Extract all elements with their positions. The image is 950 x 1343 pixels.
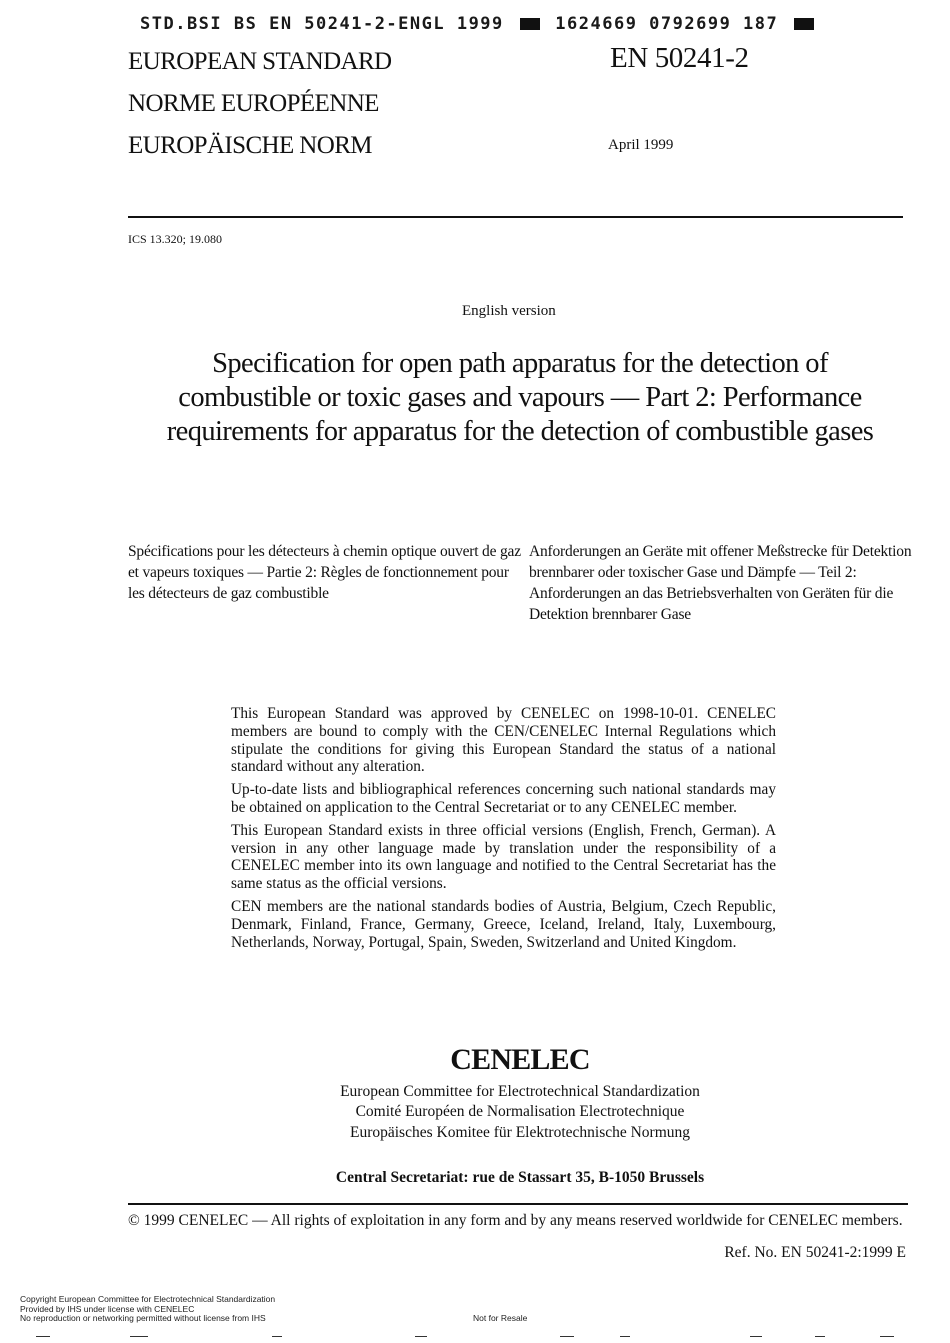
issue-date: April 1999 [608,137,674,153]
license-line: Provided by IHS under license with CENELEC [20,1304,195,1314]
title-german: Anforderungen an Geräte mit offener Meßstrecke für Detektion brennbarer oder toxischer Gase und Dämpfe — Teil 2: Anforderungen an das Betriebsverhalten von Geräten für die Detektion brennbarer Gase [529,543,912,623]
barcode-block-icon [794,18,814,30]
approval-notice [231,705,776,956]
scan-artifact [130,1336,148,1337]
title-french: Spécifications pour les détecteurs à chemin optique ouvert de gaz et vapeurs toxiques — Partie 2: Règles de fonctionnement pour les détecteurs de gaz combustible [128,543,521,602]
organization-name: CENELEC [450,1043,590,1076]
barcode-block-icon [520,18,540,30]
organization-name-french: Comité Européen de Normalisation Electrotechnique [355,1103,685,1120]
organization-name-german: Europäisches Komitee für Elektrotechnische Normung [349,1124,691,1141]
license-line: Copyright European Committee for Electrotechnical Standardization [20,1294,276,1304]
standard-number: EN 50241-2 [610,42,749,74]
heading-french: NORME EUROPÉENNE [128,90,379,117]
scan-artifact [815,1336,825,1337]
main-title-line: Specification for open path apparatus for the detection of [212,348,828,379]
license-line: No reproduction or networking permitted without license from IHS [20,1313,266,1323]
approval-paragraph: This European Standard exists in three official versions (English, French, German). A version in any other language made by translation under the responsibility of a CENELEC member into its own language and notified to the Central Secretariat has the same status as the official versions. [231,821,776,893]
heading-german: EUROPÄISCHE NORM [128,132,372,159]
scan-artifact [880,1336,894,1337]
ics-codes: ICS 13.320; 19.080 [128,232,223,246]
main-title-line: requirements for apparatus for the detection of combustible gases [166,416,874,447]
organization-name-english: European Committee for Electrotechnical Standardization [340,1083,700,1100]
version-label: English version [462,303,556,319]
scan-artifact [620,1336,630,1337]
main-title [100,347,940,449]
scan-artifact [560,1336,574,1337]
approval-paragraph: CEN members are the national standards bodies of Austria, Belgium, Czech Republic, Denmark, Finland, France, Germany, Greece, Iceland, Ireland, Italy, Luxembourg, Netherlands, Norway, Portugal, Spain, Sweden, Switzerland and United Kingdom. [231,897,776,951]
heading-english: EUROPEAN STANDARD [128,48,392,75]
approval-paragraph: Up-to-date lists and bibliographical references concerning such national standards may be obtained on application to the Central Secretariat or to any CENELEC member. [231,781,776,816]
scan-artifact [750,1336,762,1337]
approval-paragraph: This European Standard was approved by CENELEC on 1998-10-01. CENELEC members are bound to comply with the CEN/CENELEC Internal Regulations which stipulate the conditions for giving this European Standard the status of a national standard without any alteration. [231,705,776,776]
scan-artifact [415,1336,427,1337]
scan-artifact [272,1336,282,1337]
central-secretariat-address: Central Secretariat: rue de Stassart 35, B-1050 Brussels [335,1169,705,1186]
footer-divider [128,1203,908,1205]
header-divider [128,216,903,218]
copyright-notice: © 1999 CENELEC — All rights of exploitation in any form and by any means reserved worldwide for CENELEC members. [128,1212,903,1229]
reference-number: Ref. No. EN 50241-2:1999 E [724,1244,906,1261]
scan-header-right: 1624669 0792699 187 [555,14,779,34]
scan-header-left: STD.BSI BS EN 50241-2-ENGL 1999 [140,14,504,34]
not-for-resale: Not for Resale [473,1313,528,1323]
scan-header [140,14,818,34]
main-title-line: combustible or toxic gases and vapours — Part 2: Performance [178,382,862,413]
scan-artifact [36,1336,50,1337]
